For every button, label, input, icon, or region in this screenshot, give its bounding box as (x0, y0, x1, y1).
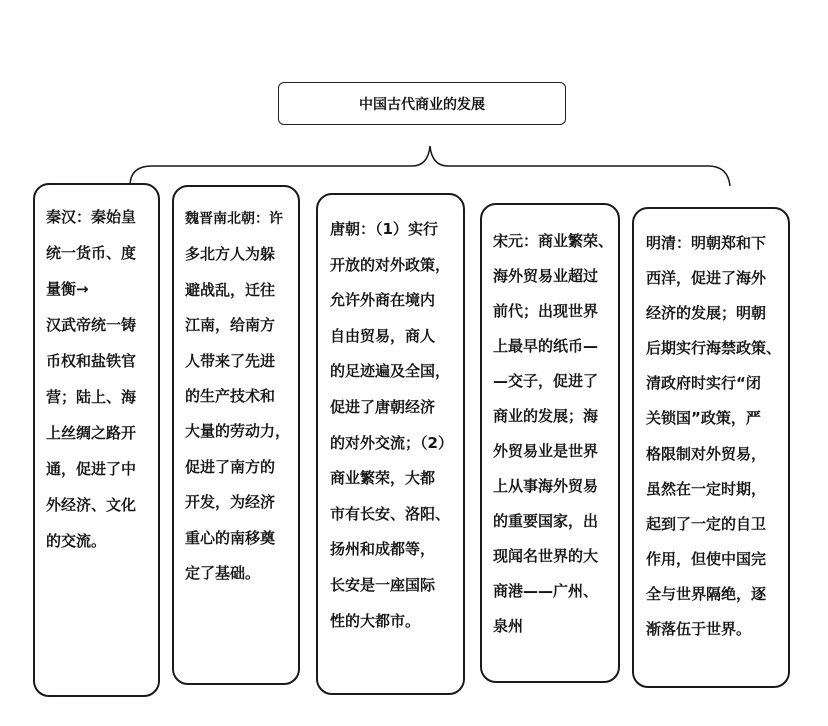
period-box-qin-han (33, 183, 160, 697)
box-text-line: 魏晋南北朝：许 (185, 211, 283, 227)
box-text-line: —交子，促进了 (493, 372, 599, 390)
box-text-line: 泉州 (493, 617, 524, 635)
box-text-line: 商业的发展；海 (493, 407, 599, 425)
box-text-line: 虽然在一定时期， (646, 479, 767, 498)
box-text-line: 开放的对外政策， (330, 255, 451, 274)
box-text-line: 起到了一定的自卫 (646, 514, 767, 533)
box-text-line: 长安是一座国际 (330, 575, 436, 594)
box-text-line: 外贸易业是世界 (493, 442, 599, 460)
box-text-line: 经济的发展；明朝 (646, 304, 767, 323)
box-text-line: 宋元：商业繁荣、 (493, 232, 614, 250)
box-text-line: 自由贸易，商人 (330, 326, 436, 345)
diagram-title: 中国古代商业的发展 (278, 82, 566, 125)
box-text-line: 现闻名世界的大 (493, 547, 599, 565)
box-text-line: 统一货币、度 (46, 244, 137, 262)
box-text-line: 币权和盐铁官 (46, 352, 137, 370)
box-text-line: 通，促进了中 (46, 460, 137, 478)
box-text-line: 允许外商在境内 (330, 291, 436, 310)
box-text-line: 促进了南方的 (185, 457, 276, 476)
box-text-line: 定了基础。 (185, 564, 261, 583)
box-text-line: 营；陆上、海 (46, 388, 137, 406)
box-text-line: 重心的南移奠 (185, 528, 276, 547)
period-box-wei-jin (172, 185, 300, 685)
box-text-line: 大量的劳动力， (185, 422, 291, 441)
box-text-line: 的交流。 (46, 532, 107, 550)
box-text-line: 作用，但使中国完 (646, 549, 767, 568)
period-box-tang (316, 193, 465, 695)
box-text-line: 上从事海外贸易 (493, 477, 599, 495)
box-text-line: 的生产技术和 (185, 387, 276, 406)
box-text-line: 后期实行海禁政策、 (646, 339, 782, 358)
box-text-line: 西洋，促进了海外 (646, 269, 767, 288)
box-text-line: 唐朝：（1）实行 (330, 220, 438, 238)
box-text-line: 清政府时实行“闭 (646, 374, 761, 393)
box-text-line: 商业繁荣，大都 (330, 469, 436, 488)
box-text-line: 避战乱，迁往 (185, 280, 276, 299)
box-text-line: 扬州和成都等， (330, 540, 436, 559)
box-text-line: 的重要国家，出 (493, 512, 599, 530)
box-text-line: 商港——广州、 (493, 582, 599, 600)
box-text-line: 前代；出现世界 (493, 302, 599, 320)
box-text-line: 关锁国”政策，严 (646, 409, 761, 428)
box-text-line: 全与世界隔绝，逐 (646, 584, 767, 603)
box-text-line: 外经济、文化 (46, 496, 137, 514)
box-text-line: 格限制对外贸易， (646, 444, 767, 463)
box-text-line: 开发，为经济 (185, 493, 276, 512)
brace-path (130, 146, 730, 186)
box-text-line: 明清：明朝郑和下 (646, 234, 767, 252)
box-text-line: 上丝绸之路开 (46, 424, 137, 442)
box-text-line: 的对外交流；（2） (330, 433, 453, 452)
box-text-line: 江南，给南方 (185, 316, 276, 335)
box-text-line: 促进了唐朝经济 (330, 397, 436, 416)
box-text-line: 性的大都市。 (330, 611, 421, 630)
box-text-line: 渐落伍于世界。 (646, 620, 752, 639)
box-text-line: 市有长安、洛阳、 (330, 504, 451, 523)
period-box-ming-qing (632, 207, 790, 688)
box-text-line: 海外贸易业超过 (493, 267, 599, 285)
box-text-line: 秦汉：秦始皇 (46, 208, 137, 226)
box-text-line: 人带来了先进 (185, 351, 276, 370)
box-text-line: 多北方人为躲 (185, 245, 276, 264)
box-text-line: 量衡→ (46, 280, 89, 298)
period-box-song-yuan (480, 203, 620, 683)
box-text-line: 的足迹遍及全国， (330, 362, 451, 381)
box-text-line: 汉武帝统一铸 (46, 316, 137, 334)
box-text-line: 上最早的纸币— (493, 337, 599, 355)
